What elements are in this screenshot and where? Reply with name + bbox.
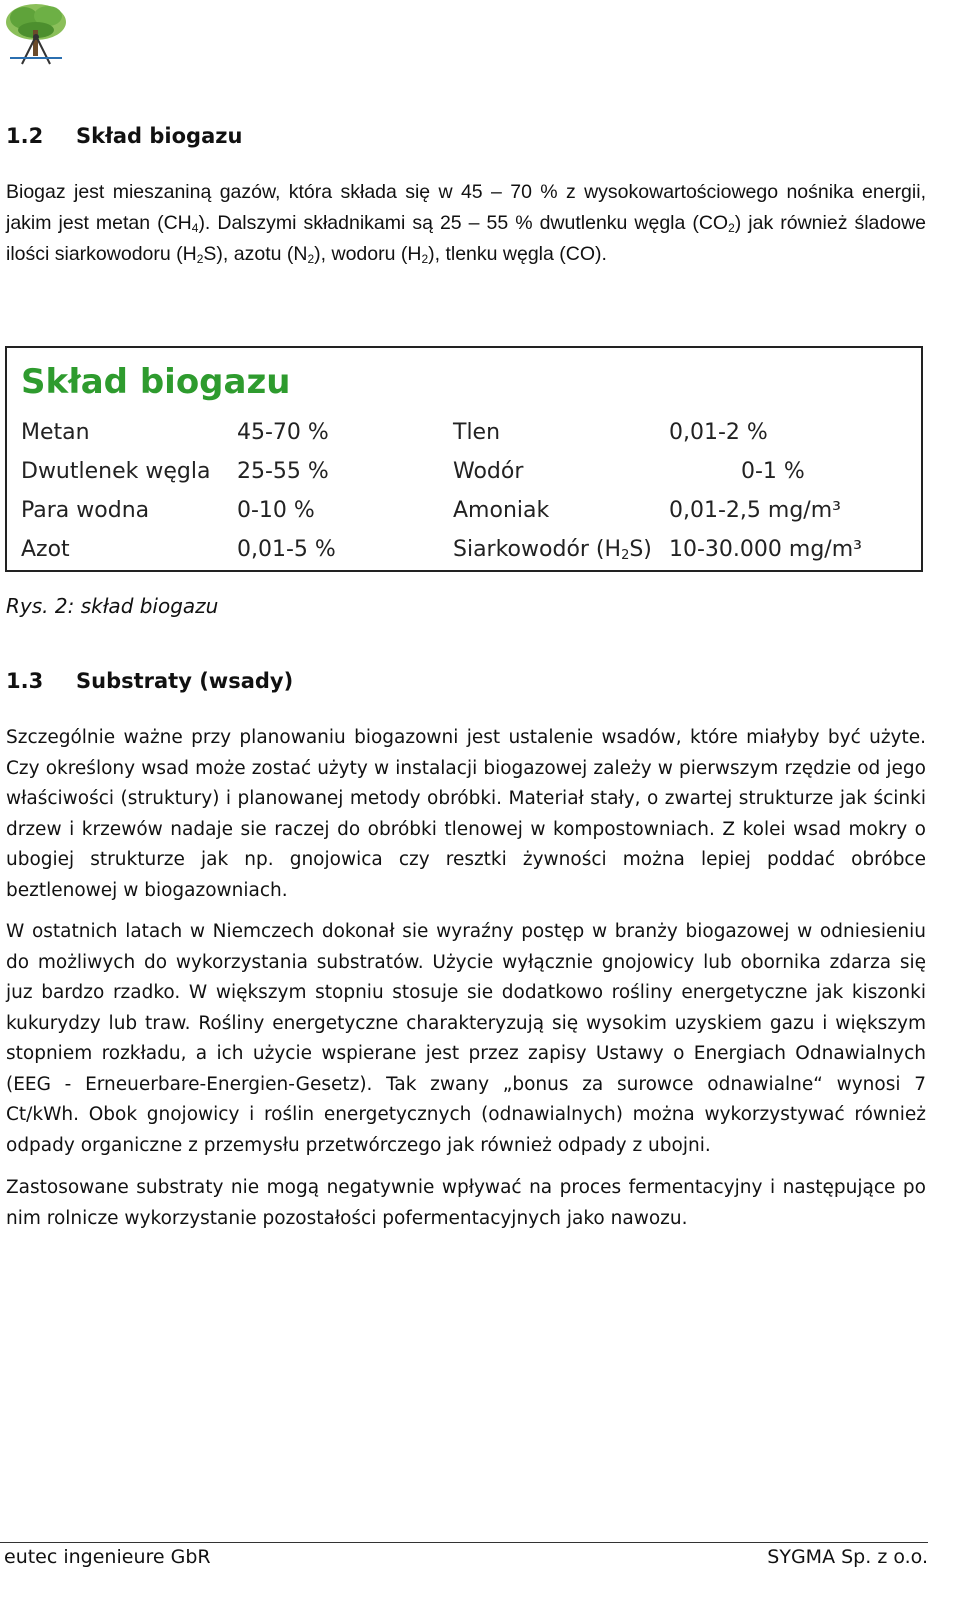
subscript: 2 xyxy=(728,221,735,235)
component-name: Para wodna xyxy=(21,498,150,523)
component-value: 0,01-2 % xyxy=(669,420,768,445)
text-run: Biogaz jest mieszaniną gazów, która składa się w 45 – 70 % z wysokowartościowego nośnika energii, jakim jest metan (CH xyxy=(6,181,926,234)
component-name: Amoniak xyxy=(453,498,550,523)
component-name: Dwutlenek węgla xyxy=(21,459,211,484)
section-title: Substraty (wsady) xyxy=(76,669,294,693)
text-run: S), azotu (N xyxy=(203,243,308,265)
component-value: 10-30.000 mg/m³ xyxy=(669,537,862,562)
text-run: ), tlenku węgla (CO). xyxy=(428,243,607,265)
text-run: ), wodoru (H xyxy=(314,243,422,265)
text-run: Siarkowodór (H xyxy=(453,537,622,562)
tree-compass-logo-icon xyxy=(2,0,70,68)
text-run: S) xyxy=(629,537,652,562)
body-paragraph: W ostatnich latach w Niemczech dokonał sie wyraźny postęp w branży biogazowej w odniesieniu do możliwych do wykorzystania substratów. Użycie wyłącznie gnojowicy lub obornika zdarza się juz bardzo rzadko. W większym stopniu stosuje sie dodatkowo rośliny energetyczne jak kiszonki kukurydzy lub traw. Rośliny energetyczne charakteryzują się wysokim uzyskiem gazu i większym stopniem rozkładu, a ich użycie wspierane jest przez zapisy Ustawy o Energiach Odnawialnych (EEG - Erneuerbare-Energien-Gesetz). Tak zwany „bonus za surowce odnawialne“ wynosi 7 Ct/kWh. Obok gnojowicy i roślin energetycznych (odnawialnych) można wykorzystywać również odpady organiczne z przemysłu przetwórczego jak również odpady z ubojni. xyxy=(6,921,926,1156)
body-paragraph: Zastosowane substraty nie mogą negatywnie wpływać na proces fermentacyjny i następujące po nim rolnicze wykorzystanie pozostałości pofermentacyjnych jako nawozu. xyxy=(6,1177,926,1229)
component-name: Tlen xyxy=(453,420,501,445)
section-number: 1.3 xyxy=(6,669,44,693)
section-heading-1-3 xyxy=(6,669,293,693)
biogas-composition-box xyxy=(5,346,923,572)
section-heading-1-2 xyxy=(6,124,242,148)
footer-left-text: eutec ingenieure GbR xyxy=(4,1546,211,1568)
text-run: ) jak również śladowe ilości siarkowodoru (H xyxy=(6,212,926,265)
subscript: 4 xyxy=(191,221,199,235)
component-name: Wodór xyxy=(453,459,524,484)
component-name xyxy=(453,537,652,562)
component-value: 25-55 % xyxy=(237,459,329,484)
subscript: 2 xyxy=(307,252,315,266)
section-title: Skład biogazu xyxy=(76,124,243,148)
component-value: 0,01-2,5 mg/m³ xyxy=(669,498,841,523)
component-value: 0,01-5 % xyxy=(237,537,336,562)
subscript: 2 xyxy=(621,548,630,563)
figure-caption: Rys. 2: skład biogazu xyxy=(6,594,219,618)
component-value: 0-10 % xyxy=(237,498,315,523)
component-value: 45-70 % xyxy=(237,420,329,445)
component-name: Azot xyxy=(21,537,70,562)
box-title: Skład biogazu xyxy=(21,362,291,402)
text-run: ). Dalszymi składnikami są 25 – 55 % dwutlenku węgla (CO xyxy=(198,212,729,234)
footer-divider xyxy=(0,1542,928,1543)
subscript: 2 xyxy=(421,252,429,266)
intro-paragraph xyxy=(6,177,926,270)
footer-right-text: SYGMA Sp. z o.o. xyxy=(767,1546,928,1568)
subscript: 2 xyxy=(196,252,204,266)
component-value: 0-1 % xyxy=(741,459,805,484)
body-paragraph: Szczególnie ważne przy planowaniu biogazowni jest ustalenie wsadów, które miałyby być użyte. Czy określony wsad może zostać użyty w instalacji biogazowej zależy w pierwszym rzędzie od jego właściwości (struktury) i planowanej metody obróbki. Materiał stały, o zwartej strukturze jak ścinki drzew i krzewów nadaje sie raczej do obróbki tlenowej w kompostowniach. Z kolei wsad mokry o ubogiej strukturze jak np. gnojowica czy resztki żywności można lepiej poddać obróbce beztlenowej w biogazowniach. xyxy=(6,727,926,901)
section-number: 1.2 xyxy=(6,124,44,148)
component-name: Metan xyxy=(21,420,90,445)
